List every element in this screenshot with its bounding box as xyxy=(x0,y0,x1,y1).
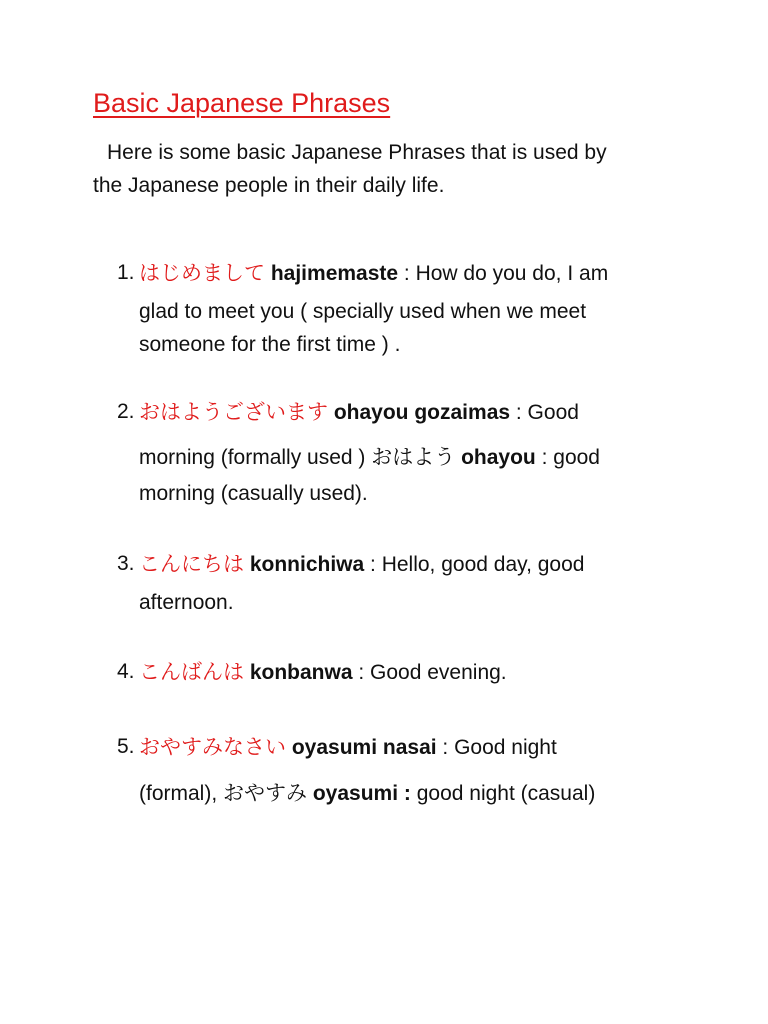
intro-paragraph xyxy=(93,136,693,202)
meaning-text: : Good evening. xyxy=(352,661,507,684)
romaji-text: oyasumi nasai xyxy=(291,736,437,759)
phrase-number: 2. xyxy=(117,400,135,423)
phrase-body xyxy=(139,257,707,361)
romaji-text: konnichiwa xyxy=(249,553,365,576)
phrase-body xyxy=(139,656,707,689)
meaning-text: : How do you do, I am xyxy=(398,262,609,285)
romaji-text: ohayou xyxy=(461,446,536,469)
phrase-line-3: someone for the first time ) . xyxy=(139,333,401,356)
japanese-text: おやすみなさい xyxy=(139,735,286,759)
phrase-line-1 xyxy=(139,731,707,764)
phrase-line-2: afternoon. xyxy=(139,591,234,614)
phrase-line-1 xyxy=(139,656,707,689)
phrase-line-1 xyxy=(139,548,707,581)
phrase-line-1 xyxy=(139,257,707,290)
phrase-line-3: morning (casually used). xyxy=(139,482,368,505)
phrase-item-4 xyxy=(117,656,707,689)
phrase-item-3 xyxy=(117,548,707,619)
meaning-text: : Good xyxy=(510,401,579,424)
intro-line-2: the Japanese people in their daily life. xyxy=(93,174,445,197)
phrase-item-5 xyxy=(117,731,707,810)
romaji-text: oyasumi : xyxy=(312,782,411,805)
page-title: Basic Japanese Phrases xyxy=(93,88,391,118)
phrase-item-1 xyxy=(117,257,707,361)
japanese-text: おはようございます xyxy=(139,400,328,424)
phrase-number: 4. xyxy=(117,660,135,683)
phrase-body xyxy=(139,731,707,810)
romaji-text: konbanwa xyxy=(249,661,353,684)
intro-line-1: Here is some basic Japanese Phrases that is used by xyxy=(107,141,607,164)
japanese-text: おはよう xyxy=(371,445,456,469)
romaji-text: ohayou gozaimas xyxy=(333,401,511,424)
phrase-body xyxy=(139,396,707,510)
japanese-text: おやすみ xyxy=(223,781,307,805)
japanese-text: こんばんは xyxy=(139,660,244,684)
meaning-text: : Hello, good day, good xyxy=(364,553,585,576)
phrase-line-2: morning (formally used ) おはよう ohayou : good xyxy=(139,445,600,469)
japanese-text: こんにちは xyxy=(139,552,244,576)
phrase-line-2: (formal), おやすみ oyasumi : good night (casual) xyxy=(139,781,596,805)
phrase-body xyxy=(139,548,707,619)
phrase-item-2 xyxy=(117,396,707,510)
phrase-number: 1. xyxy=(117,261,135,284)
phrase-line-1 xyxy=(139,396,707,429)
phrase-number: 5. xyxy=(117,735,135,758)
phrase-number: 3. xyxy=(117,552,135,575)
romaji-text: hajimemaste xyxy=(270,262,399,285)
meaning-text: : Good night xyxy=(436,736,557,759)
phrase-line-2: glad to meet you ( specially used when we meet xyxy=(139,300,587,323)
japanese-text: はじめまして xyxy=(139,261,265,285)
